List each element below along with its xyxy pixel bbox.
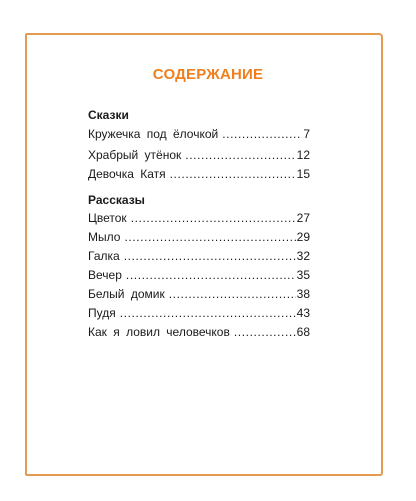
toc-entry[interactable] [88, 167, 310, 181]
toc-entry[interactable] [88, 211, 310, 225]
toc-entry[interactable] [88, 249, 310, 263]
toc-entry-title: Мыло [88, 230, 121, 244]
dot-leader [169, 287, 296, 301]
toc-entry-title: Как я ловил человечков [88, 325, 230, 339]
toc-entry-page: 32 [296, 249, 310, 263]
toc-entry[interactable] [88, 306, 310, 320]
toc-entry[interactable] [88, 127, 310, 141]
toc-entry-title: Девочка Катя [88, 167, 166, 181]
toc-entry-title: Кружечка под ёлочкой [88, 127, 219, 141]
dot-leader [124, 249, 296, 263]
toc-entry-page: 29 [296, 230, 310, 244]
toc-entry-page: 35 [296, 268, 310, 282]
toc-entry-page: 43 [296, 306, 310, 320]
toc-entry-page: 68 [296, 325, 310, 339]
toc-entry-title: Белый домик [88, 287, 165, 301]
toc-entry-title: Пудя [88, 306, 116, 320]
toc-entry[interactable] [88, 325, 310, 339]
section-heading-skazki: Сказки [88, 108, 129, 122]
toc-entry[interactable] [88, 148, 310, 162]
toc-entry-page: 27 [296, 211, 310, 225]
toc-entry[interactable] [88, 287, 310, 301]
dot-leader [126, 268, 296, 282]
dot-leader [170, 167, 296, 181]
dot-leader [124, 230, 295, 244]
dot-leader [120, 306, 296, 320]
dot-leader [234, 325, 296, 339]
toc-entry-title: Вечер [88, 268, 122, 282]
toc-entry[interactable] [88, 230, 310, 244]
toc-entry-title: Галка [88, 249, 120, 263]
dot-leader [131, 211, 296, 225]
toc-entry-page: 7 [303, 127, 310, 141]
toc-entry-title: Храбрый утёнок [88, 148, 182, 162]
dot-leader [185, 148, 295, 162]
toc-entry-page: 12 [296, 148, 310, 162]
toc-entry-page: 15 [296, 167, 310, 181]
toc-entry-page: 38 [296, 287, 310, 301]
toc-entry-title: Цветок [88, 211, 127, 225]
dot-leader [222, 127, 302, 141]
page-title: СОДЕРЖАНИЕ [152, 66, 264, 83]
section-heading-rasskazy: Рассказы [88, 193, 145, 207]
toc-entry[interactable] [88, 268, 310, 282]
